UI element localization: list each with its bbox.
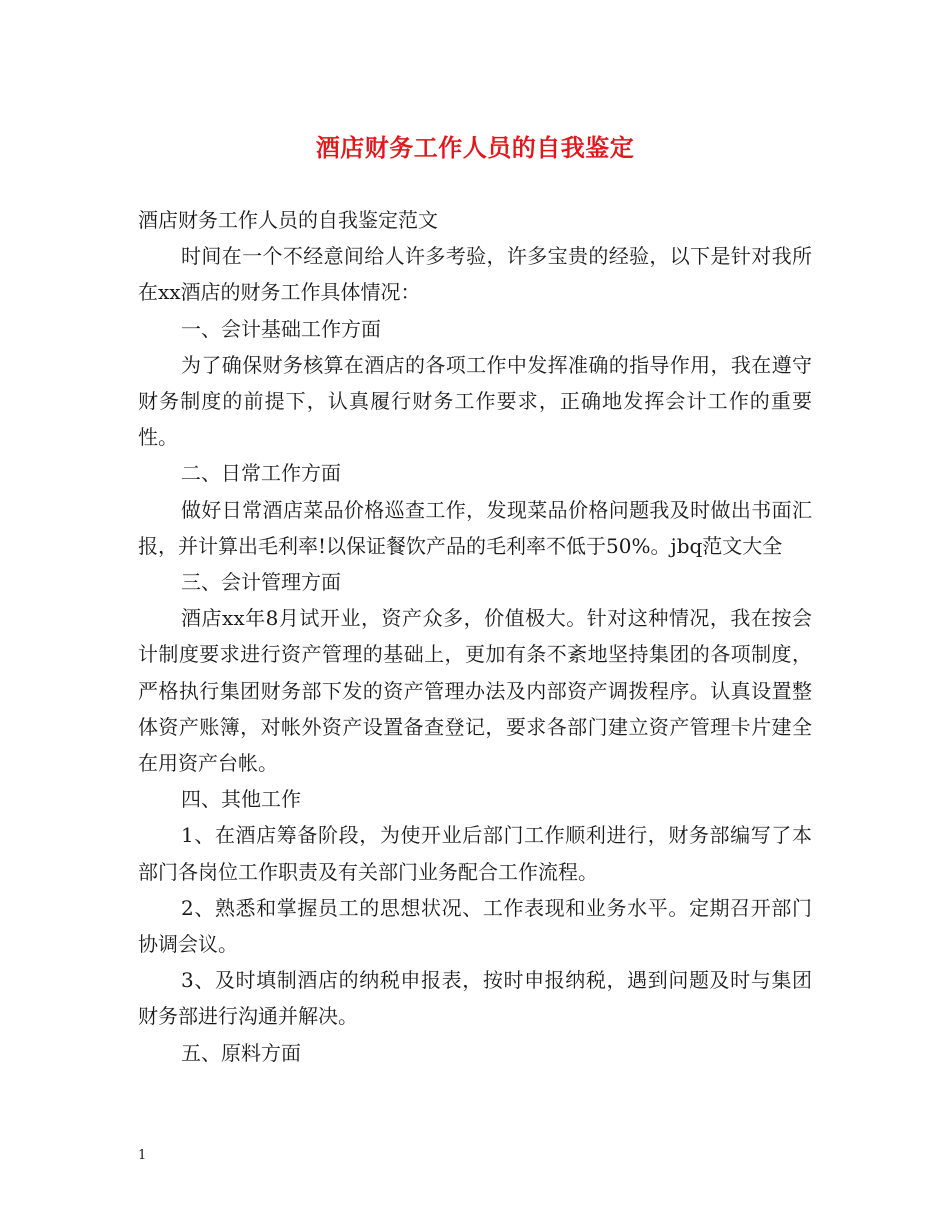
document-title: 酒店财务工作人员的自我鉴定 <box>315 133 635 162</box>
list-item-other-work-2: 2、熟悉和掌握员工的思想状况、工作表现和业务水平。定期召开部门协调会议。 <box>138 895 812 957</box>
paragraph-accounting-basics: 为了确保财务核算在酒店的各项工作中发挥准确的指导作用，我在遵守财务制度的前提下，认真履行财务工作要求，正确地发挥会计工作的重要性。 <box>138 352 812 450</box>
document-body <box>138 202 812 1071</box>
section-heading-accounting-management: 三、会计管理方面 <box>181 570 341 595</box>
section-heading-daily-work: 二、日常工作方面 <box>181 461 341 486</box>
page-number: 1 <box>138 1148 147 1163</box>
section-heading-raw-materials: 五、原料方面 <box>181 1040 301 1065</box>
section-heading-accounting-basics: 一、会计基础工作方面 <box>181 316 381 341</box>
list-item-other-work-3: 3、及时填制酒店的纳税申报表，按时申报纳税，遇到问题及时与集团财务部进行沟通并解决。 <box>138 968 812 1029</box>
paragraph-intro: 时间在一个不经意间给人许多考验，许多宝贵的经验，以下是针对我所在xx酒店的财务工作具体情况： <box>138 244 812 305</box>
paragraph-accounting-management: 酒店xx年8月试开业，资产众多，价值极大。针对这种情况，我在按会计制度要求进行资产管理的基础上，更加有条不紊地坚持集团的各项制度，严格执行集团财务部下发的资产管理办法及内部资产调拨程序。认真设置整体资产账簿，对帐外资产设置备查登记，要求各部门建立资产管理卡片建全在用资产台帐。 <box>138 606 812 776</box>
list-item-other-work-1: 1、在酒店筹备阶段，为使开业后部门工作顺利进行，财务部编写了本部门各岗位工作职责及有关部门业务配合工作流程。 <box>138 823 812 884</box>
paragraph-subtitle: 酒店财务工作人员的自我鉴定范文 <box>138 208 438 232</box>
paragraph-daily-work: 做好日常酒店菜品价格巡查工作，发现菜品价格问题我及时做出书面汇报，并计算出毛利率!以保证餐饮产品的毛利率不低于50%。jbq范文大全 <box>138 497 812 558</box>
section-heading-other-work: 四、其他工作 <box>181 787 301 812</box>
